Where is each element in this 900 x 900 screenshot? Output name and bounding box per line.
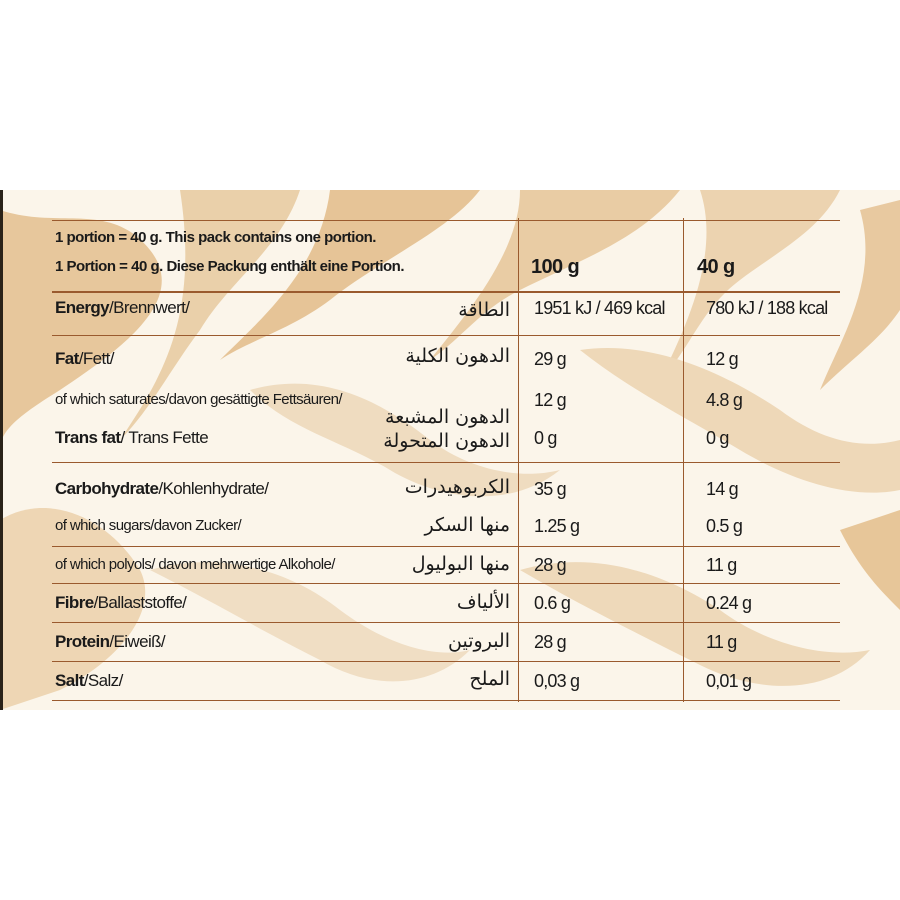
row-label-ar-protein: البروتين: [448, 630, 510, 652]
value-100g-fat: 29 g: [534, 349, 566, 369]
value-40g-polyols: 11 g: [706, 555, 737, 575]
table-top-rule: [52, 220, 840, 221]
value-40g-salt: 0,01 g: [706, 671, 752, 691]
row-rule: [52, 335, 840, 336]
value-100g-trans-fat: 0 g: [534, 428, 557, 448]
row-label-ar-energy: الطاقة: [458, 299, 510, 321]
row-label-ar-trans-fat: الدهون المتحولة: [383, 430, 510, 452]
value-100g-polyols: 28 g: [534, 555, 566, 575]
panel-left-edge: [0, 190, 3, 710]
row-label-saturates: of which saturates/davon gesättigte Fettsäuren/: [55, 391, 342, 408]
value-40g-protein: 11 g: [706, 632, 737, 652]
row-label-ar-salt: الملح: [469, 668, 510, 690]
value-100g-protein: 28 g: [534, 632, 566, 652]
value-100g-salt: 0,03 g: [534, 671, 580, 691]
column-divider: [683, 218, 684, 702]
row-label-energy: Energy/Brennwert/: [55, 298, 190, 317]
value-40g-trans-fat: 0 g: [706, 428, 729, 448]
value-40g-sugars: 0.5 g: [706, 516, 743, 536]
value-40g-energy: 780 kJ / 188 kcal: [706, 298, 828, 318]
row-label-ar-fibre: الألياف: [456, 591, 510, 613]
row-rule: [52, 462, 840, 463]
portion-note-de: 1 Portion = 40 g. Diese Packung enthält eine Portion.: [55, 258, 405, 275]
column-header-40g: 40 g: [697, 256, 735, 278]
row-label-ar-saturates: الدهون المشبعة: [385, 406, 510, 428]
row-label-trans-fat: Trans fat/ Trans Fette: [55, 428, 209, 447]
column-divider: [518, 218, 519, 702]
table-bottom-rule: [52, 700, 840, 701]
value-40g-saturates: 4.8 g: [706, 390, 743, 410]
column-header-100g: 100 g: [531, 256, 580, 278]
row-label-fat: Fat/Fett/: [55, 349, 114, 368]
row-rule: [52, 661, 840, 662]
value-100g-energy: 1951 kJ / 469 kcal: [534, 298, 665, 318]
value-100g-carbohydrate: 35 g: [534, 479, 566, 499]
row-label-ar-polyols: منها البوليول: [411, 553, 510, 575]
row-label-polyols: of which polyols/ davon mehrwertige Alkohole/: [55, 556, 335, 573]
row-rule: [52, 546, 840, 547]
value-40g-fibre: 0.24 g: [706, 593, 752, 613]
row-label-carbohydrate: Carbohydrate/Kohlenhydrate/: [55, 479, 269, 498]
row-rule: [52, 622, 840, 623]
row-label-sugars: of which sugars/davon Zucker/: [55, 517, 242, 534]
row-label-protein: Protein/Eiweiß/: [55, 632, 166, 651]
value-100g-saturates: 12 g: [534, 390, 566, 410]
row-label-ar-carbohydrate: الكربوهيدرات: [404, 476, 510, 498]
portion-note-en: 1 portion = 40 g. This pack contains one portion.: [55, 229, 376, 246]
row-label-salt: Salt/Salz/: [55, 671, 123, 690]
row-rule: [52, 583, 840, 584]
value-40g-carbohydrate: 14 g: [706, 479, 738, 499]
value-40g-fat: 12 g: [706, 349, 738, 369]
value-100g-fibre: 0.6 g: [534, 593, 571, 613]
row-label-ar-fat: الدهون الكلية: [405, 345, 510, 367]
row-label-fibre: Fibre/Ballaststoffe/: [55, 593, 187, 612]
header-rule: [52, 291, 840, 293]
row-label-ar-sugars: منها السكر: [424, 514, 510, 536]
value-100g-sugars: 1.25 g: [534, 516, 580, 536]
